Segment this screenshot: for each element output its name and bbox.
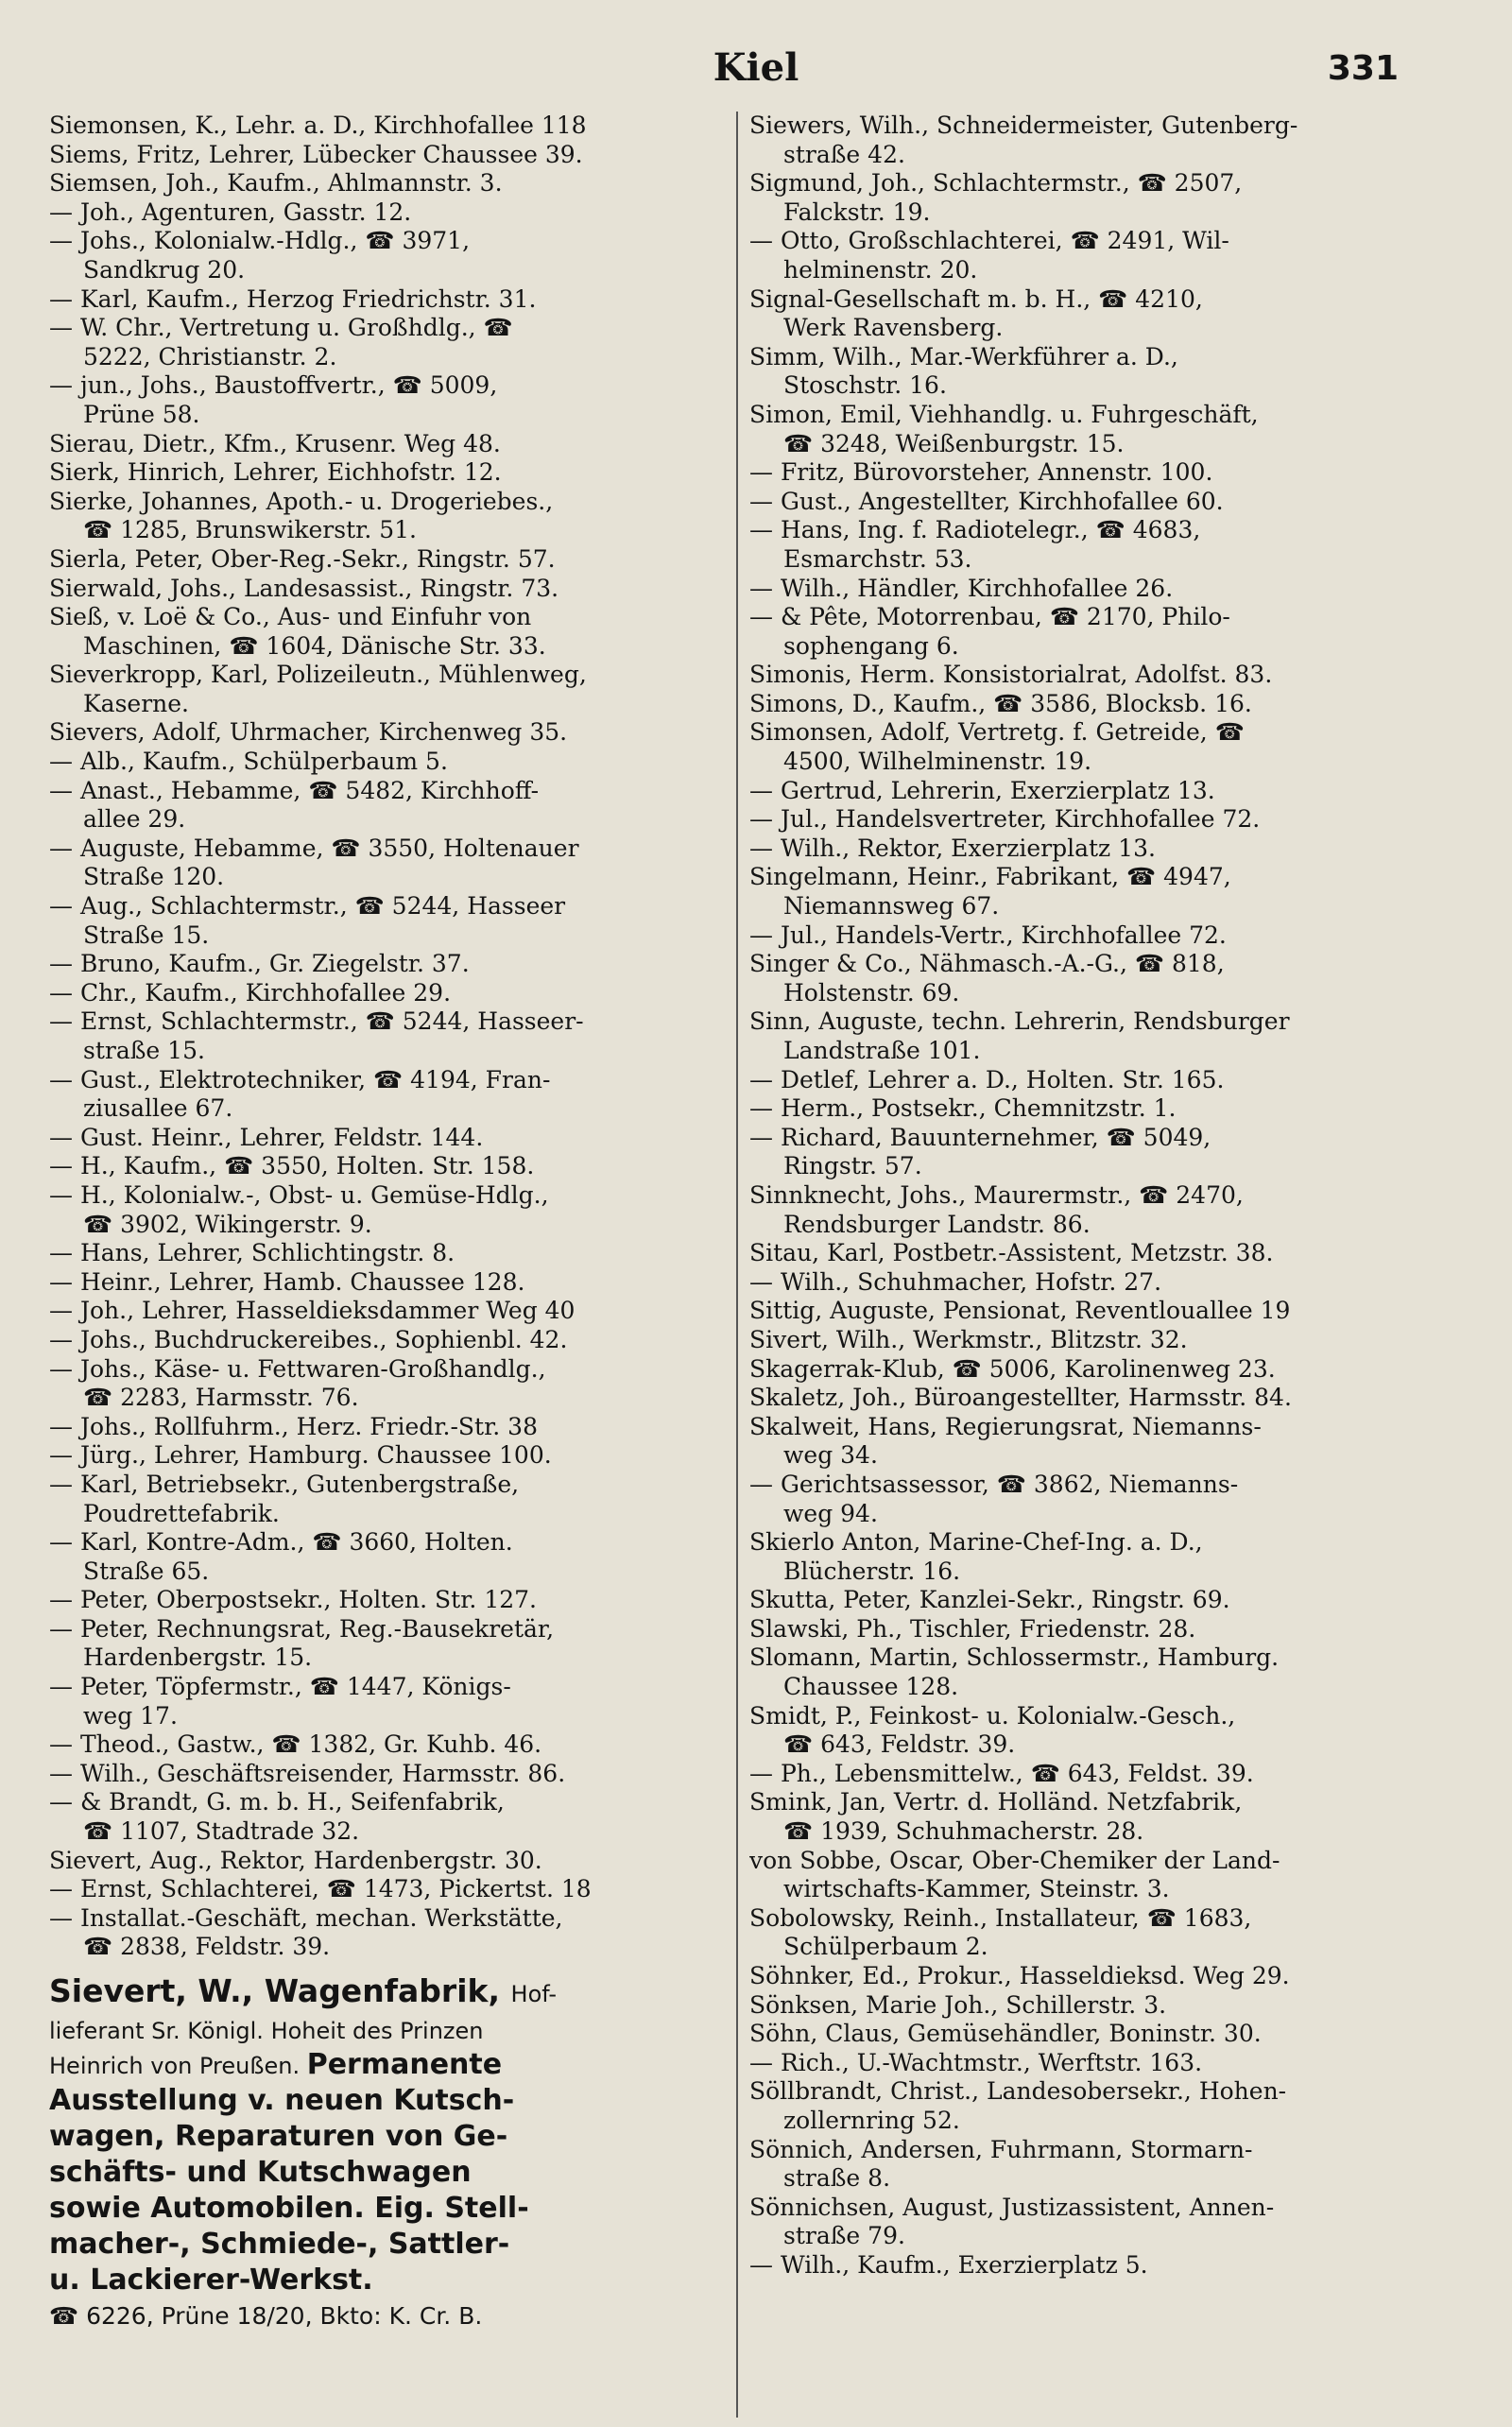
entry-line: — Jul., Handels-Vertr., Kirchhofallee 72.: [749, 921, 1227, 949]
entry-line: weg 17.: [83, 1701, 178, 1730]
entry-line: Skierlo Anton, Marine-Chef-Ing. a. D.,: [749, 1528, 1203, 1557]
entry-line: — Johs., Rollfuhrm., Herz. Friedr.-Str. 38: [49, 1412, 538, 1440]
entry-line: — Auguste, Hebamme, ☎ 3550, Holtenauer: [49, 834, 579, 862]
entry-line: ☎ 643, Feldstr. 39.: [783, 1730, 1016, 1759]
advert-bold-line: sowie Automobilen. Eig. Stell-: [49, 2192, 529, 2225]
entry-line: — Karl, Betriebsekr., Gutenbergstraße,: [49, 1470, 520, 1498]
advert-bold-line: macher-, Schmiede-, Sattler-: [49, 2228, 510, 2261]
entry-line: Sierau, Dietr., Kfm., Krusenr. Weg 48.: [49, 429, 501, 457]
entry-line: Landstraße 101.: [783, 1037, 981, 1064]
entry-line: — Installat.-Geschäft, mechan. Werkstätte,: [49, 1903, 563, 1932]
advert-title-tail: Hof-: [510, 1981, 558, 2007]
entry-line: — Johs., Kolonialw.-Hdlg., ☎ 3971,: [49, 227, 471, 255]
entry-line: Blücherstr. 16.: [783, 1557, 961, 1585]
entry-line: ☎ 2283, Harmsstr. 76.: [83, 1384, 359, 1412]
entry-line: — Wilh., Händler, Kirchhofallee 26.: [749, 574, 1174, 602]
entry-line: — Gust. Heinr., Lehrer, Feldstr. 144.: [49, 1123, 484, 1151]
entry-line: — H., Kolonialw.-, Obst- u. Gemüse-Hdlg.,: [49, 1180, 549, 1209]
entry-line: — Peter, Oberpostsekr., Holten. Str. 127.: [49, 1586, 537, 1614]
left-column: [49, 112, 722, 2334]
advert-bold-line: schäfts- und Kutschwagen: [49, 2156, 472, 2189]
entry-line: Sönksen, Marie Joh., Schillerstr. 3.: [749, 1990, 1167, 2019]
entry-line: Sievert, Aug., Rektor, Hardenbergstr. 30.: [49, 1846, 542, 1874]
page-number: 331: [1327, 49, 1399, 88]
entry-line: Skaletz, Joh., Büroangestellter, Harmsstr. 84.: [749, 1384, 1292, 1412]
entry-line: — Herm., Postsekr., Chemnitzstr. 1.: [749, 1094, 1177, 1123]
entry-line: 5222, Christianstr. 2.: [83, 342, 337, 370]
entry-line: — Ph., Lebensmittelw., ☎ 643, Feldst. 39.: [749, 1759, 1254, 1787]
entry-line: straße 15.: [83, 1037, 205, 1064]
entry-line: wirtschafts-Kammer, Steinstr. 3.: [783, 1875, 1170, 1903]
entry-line: Sivert, Wilh., Werkmstr., Blitzstr. 32.: [749, 1325, 1188, 1353]
entry-line: Niemannsweg 67.: [783, 892, 1000, 921]
entry-line: — & Pête, Motorrenbau, ☎ 2170, Philo-: [749, 603, 1230, 631]
entry-line: — Richard, Bauunternehmer, ☎ 5049,: [749, 1123, 1211, 1151]
entry-line: Simonis, Herm. Konsistorialrat, Adolfst. 83.: [749, 661, 1273, 689]
entry-line: Sandkrug 20.: [83, 255, 246, 284]
entry-line: — Hans, Ing. f. Radiotelegr., ☎ 4683,: [749, 516, 1201, 544]
advertisement: [49, 1971, 722, 2334]
entry-line: Siewers, Wilh., Schneidermeister, Gutenberg-: [749, 112, 1298, 139]
entry-line: — Alb., Kaufm., Schülperbaum 5.: [49, 748, 448, 776]
advert-title-line: [49, 1971, 722, 2014]
entry-line: Falckstr. 19.: [783, 198, 931, 226]
entry-line: zollernring 52.: [783, 2106, 960, 2134]
entry-line: — Gust., Angestellter, Kirchhofallee 60.: [749, 487, 1224, 515]
entry-line: Esmarchstr. 53.: [783, 544, 972, 573]
entry-line: Sitau, Karl, Postbetr.-Assistent, Metzstr. 38.: [749, 1239, 1274, 1267]
entry-line: Hardenbergstr. 15.: [83, 1644, 313, 1672]
entry-line: — Heinr., Lehrer, Hamb. Chaussee 128.: [49, 1267, 525, 1296]
entry-line: — Ernst, Schlachtermstr., ☎ 5244, Hasseer-: [49, 1007, 584, 1036]
entry-line: — Johs., Buchdruckereibes., Sophienbl. 42.: [49, 1325, 568, 1353]
entry-line: Slawski, Ph., Tischler, Friedenstr. 28.: [749, 1614, 1196, 1643]
entry-line: — Wilh., Geschäftsreisender, Harmsstr. 86.: [49, 1759, 566, 1787]
entry-line: ☎ 1107, Stadtrade 32.: [83, 1817, 360, 1846]
entry-line: — Anast., Hebamme, ☎ 5482, Kirchhoff-: [49, 776, 540, 804]
entry-line: Poudrettefabrik.: [83, 1499, 280, 1527]
entry-line: Sönnichsen, August, Justizassistent, Annen-: [749, 2193, 1275, 2221]
entry-line: — Chr., Kaufm., Kirchhofallee 29.: [49, 978, 452, 1007]
entry-line: — Johs., Käse- u. Fettwaren-Großhandlg.,: [49, 1354, 546, 1383]
entry-line: Simon, Emil, Viehhandlg. u. Fuhrgeschäft,: [749, 400, 1259, 428]
advert-phone-line: ☎ 6226, Prüne 18/20, Bkto: K. Cr. B.: [49, 2302, 483, 2330]
entry-line: Sinnknecht, Johs., Maurermstr., ☎ 2470,: [749, 1180, 1244, 1209]
entry-line: Singelmann, Heinr., Fabrikant, ☎ 4947,: [749, 863, 1231, 891]
entry-line: Prüne 58.: [83, 400, 200, 428]
column-divider: [736, 112, 738, 2418]
entry-line: — Otto, Großschlachterei, ☎ 2491, Wil-: [749, 227, 1229, 255]
entry-line: Straße 65.: [83, 1557, 210, 1585]
entry-line: Maschinen, ☎ 1604, Dänische Str. 33.: [83, 631, 546, 660]
entry-line: Skagerrak-Klub, ☎ 5006, Karolinenweg 23.: [749, 1354, 1276, 1383]
entry-line: — Gerichtsassessor, ☎ 3862, Niemanns-: [749, 1470, 1239, 1498]
entry-line: Kaserne.: [83, 689, 189, 717]
entry-line: Simons, D., Kaufm., ☎ 3586, Blocksb. 16.: [749, 689, 1252, 717]
advert-bold-line: Ausstellung v. neuen Kutsch-: [49, 2084, 515, 2117]
entry-line: Sierwald, Johs., Landesassist., Ringstr. 73.: [49, 574, 559, 602]
advert-line-3-normal: Heinrich von Preußen.: [49, 2053, 301, 2079]
entry-line: — Wilh., Schuhmacher, Hofstr. 27.: [749, 1267, 1162, 1296]
entry-line: — Gust., Elektrotechniker, ☎ 4194, Fran-: [49, 1065, 551, 1093]
entry-line: ☎ 1285, Brunswikerstr. 51.: [83, 516, 417, 544]
entry-line: Stoschstr. 16.: [783, 371, 947, 400]
page-header: [0, 45, 1512, 102]
advert-bold-line: u. Lackierer-Werkst.: [49, 2263, 373, 2297]
entry-line: Sievers, Adolf, Uhrmacher, Kirchenweg 35.: [49, 718, 568, 747]
entry-line: Straße 120.: [83, 863, 225, 891]
entry-line: — & Brandt, G. m. b. H., Seifenfabrik,: [49, 1788, 505, 1816]
entry-line: Sinn, Auguste, techn. Lehrerin, Rendsburger: [749, 1007, 1290, 1036]
entry-line: — Karl, Kaufm., Herzog Friedrichstr. 31.: [49, 284, 537, 313]
entry-line: Sierk, Hinrich, Lehrer, Eichhofstr. 12.: [49, 458, 502, 487]
entry-line: 4500, Wilhelminenstr. 19.: [783, 748, 1092, 776]
entry-line: Chaussee 128.: [783, 1673, 959, 1701]
entry-line: — Wilh., Rektor, Exerzierplatz 13.: [749, 834, 1156, 862]
entry-line: — Karl, Kontre-Adm., ☎ 3660, Holten.: [49, 1528, 513, 1557]
entry-line: ☎ 2838, Feldstr. 39.: [83, 1933, 331, 1961]
entry-line: Straße 15.: [83, 921, 210, 949]
advert-line-3: [49, 2048, 722, 2083]
entry-line: — Aug., Schlachtermstr., ☎ 5244, Hasseer: [49, 892, 566, 921]
advert-title: Sievert, W., Wagenfabrik,: [49, 1972, 501, 2009]
entry-line: sophengang 6.: [783, 631, 959, 660]
entry-line: Siemsen, Joh., Kaufm., Ahlmannstr. 3.: [49, 169, 503, 198]
entry-line: — Wilh., Kaufm., Exerzierplatz 5.: [749, 2250, 1148, 2279]
entry-line: Werk Ravensberg.: [783, 314, 1004, 342]
entry-line: straße 79.: [783, 2222, 905, 2250]
entry-line: Holstenstr. 69.: [783, 978, 960, 1007]
entry-line: ☎ 3248, Weißenburgstr. 15.: [783, 429, 1125, 457]
entry-line: Söllbrandt, Christ., Landesobersekr., Hohen-: [749, 2077, 1287, 2106]
entry-line: Sierke, Johannes, Apoth.- u. Drogeriebes.,: [49, 487, 554, 515]
entry-line: — H., Kaufm., ☎ 3550, Holten. Str. 158.: [49, 1152, 535, 1180]
entry-line: — Fritz, Bürovorsteher, Annenstr. 100.: [749, 458, 1213, 487]
entry-line: ☎ 1939, Schuhmacherstr. 28.: [783, 1817, 1144, 1846]
entry-line: — Peter, Rechnungsrat, Reg.-Bausekretär,: [49, 1614, 555, 1643]
entry-line: Singer & Co., Nähmasch.-A.-G., ☎ 818,: [749, 950, 1225, 978]
entry-line: Skalweit, Hans, Regierungsrat, Niemanns-: [749, 1412, 1262, 1440]
right-column: [749, 112, 1422, 2281]
left-entries: [49, 112, 722, 1962]
entry-line: weg 94.: [783, 1499, 878, 1527]
entry-line: — Theod., Gastw., ☎ 1382, Gr. Kuhb. 46.: [49, 1730, 542, 1759]
entry-line: von Sobbe, Oscar, Ober-Chemiker der Land-: [749, 1846, 1280, 1874]
entry-line: — Detlef, Lehrer a. D., Holten. Str. 165.: [749, 1065, 1225, 1093]
entry-line: — Gertrud, Lehrerin, Exerzierplatz 13.: [749, 776, 1215, 804]
entry-line: Slomann, Martin, Schlossermstr., Hamburg.: [749, 1644, 1280, 1672]
advert-bold-line: wagen, Reparaturen von Ge-: [49, 2120, 508, 2153]
entry-line: Ringstr. 57.: [783, 1152, 922, 1180]
entry-line: Smink, Jan, Vertr. d. Holländ. Netzfabrik,: [749, 1788, 1243, 1816]
entry-line: ☎ 3902, Wikingerstr. 9.: [83, 1210, 372, 1238]
entry-line: helminenstr. 20.: [783, 255, 978, 284]
entry-line: — Rich., U.-Wachtmstr., Werftstr. 163.: [749, 2048, 1203, 2076]
entry-line: Sönnich, Andersen, Fuhrmann, Stormarn-: [749, 2135, 1253, 2163]
entry-line: Signal-Gesellschaft m. b. H., ☎ 4210,: [749, 284, 1203, 313]
advert-line-3-bold: Permanente: [306, 2048, 503, 2081]
entry-line: Simonsen, Adolf, Vertretg. f. Getreide, ☎: [749, 718, 1245, 747]
entry-line: — Bruno, Kaufm., Gr. Ziegelstr. 37.: [49, 950, 470, 978]
entry-line: Söhnker, Ed., Prokur., Hasseldieksd. Weg 29.: [749, 1962, 1290, 1989]
entry-line: — Joh., Lehrer, Hasseldieksdammer Weg 40: [49, 1297, 576, 1325]
entry-line: Sittig, Auguste, Pensionat, Reventlouallee 19: [749, 1297, 1291, 1325]
entry-line: Simm, Wilh., Mar.-Werkführer a. D.,: [749, 342, 1178, 370]
entry-line: Siems, Fritz, Lehrer, Lübecker Chaussee 39.: [49, 140, 583, 168]
entry-line: Skutta, Peter, Kanzlei-Sekr., Ringstr. 69.: [749, 1586, 1230, 1614]
entry-line: — Joh., Agenturen, Gasstr. 12.: [49, 198, 412, 226]
entry-line: Schülperbaum 2.: [783, 1933, 988, 1961]
entry-line: allee 29.: [83, 805, 186, 834]
entry-line: — Hans, Lehrer, Schlichtingstr. 8.: [49, 1239, 455, 1267]
entry-line: Siemonsen, K., Lehr. a. D., Kirchhofallee 118: [49, 112, 587, 139]
entry-line: — Peter, Töpfermstr., ☎ 1447, Königs-: [49, 1673, 511, 1701]
entry-line: Sieß, v. Loë & Co., Aus- und Einfuhr von: [49, 603, 532, 631]
entry-line: — Jürg., Lehrer, Hamburg. Chaussee 100.: [49, 1441, 552, 1470]
entry-line: weg 34.: [783, 1441, 878, 1470]
entry-line: Sierla, Peter, Ober-Reg.-Sekr., Ringstr. 57.: [49, 544, 556, 573]
entry-line: — jun., Johs., Baustoffvertr., ☎ 5009,: [49, 371, 498, 400]
entry-line: Sieverkropp, Karl, Polizeileutn., Mühlenweg,: [49, 661, 587, 689]
entry-line: straße 42.: [783, 140, 905, 168]
entry-line: Rendsburger Landstr. 86.: [783, 1210, 1091, 1238]
entry-line: Smidt, P., Feinkost- u. Kolonialw.-Gesch.,: [749, 1701, 1236, 1730]
entry-line: Söhn, Claus, Gemüsehändler, Boninstr. 30.: [749, 2020, 1262, 2048]
entry-line: — W. Chr., Vertretung u. Großhdlg., ☎: [49, 314, 513, 342]
entry-line: Sigmund, Joh., Schlachtermstr., ☎ 2507,: [749, 169, 1243, 198]
entry-line: Sobolowsky, Reinh., Installateur, ☎ 1683,: [749, 1903, 1252, 1932]
entry-line: ziusallee 67.: [83, 1094, 233, 1123]
entry-line: straße 8.: [783, 2164, 891, 2193]
entry-line: — Ernst, Schlachterei, ☎ 1473, Pickertst. 18: [49, 1875, 592, 1903]
advert-line-2: lieferant Sr. Königl. Hoheit des Prinzen: [49, 2018, 484, 2044]
right-entries: [749, 112, 1422, 2281]
entry-line: — Jul., Handelsvertreter, Kirchhofallee 72.: [749, 805, 1261, 834]
city-heading: Kiel: [713, 45, 799, 90]
